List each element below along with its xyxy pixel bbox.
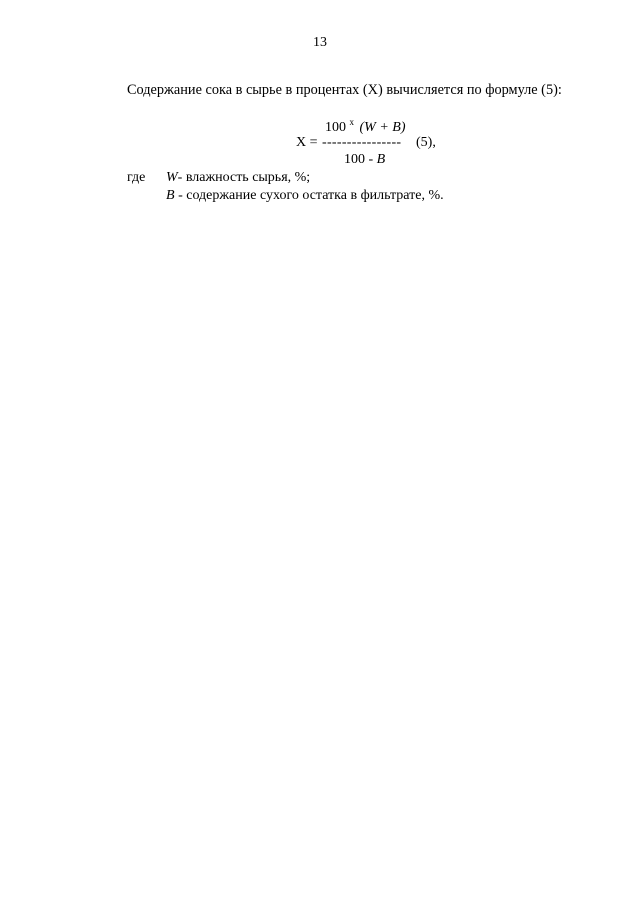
numerator-coefficient: 100 xyxy=(325,120,346,135)
formula-5 xyxy=(282,117,482,172)
page-number: 13 xyxy=(313,35,327,50)
definition-b xyxy=(166,188,444,204)
denominator-text: 100 - xyxy=(344,152,374,167)
intro-paragraph: Содержание сока в сырье в процентах (X) вычисляется по формуле (5): xyxy=(127,82,562,98)
denominator-variable: B xyxy=(376,152,386,167)
definition-text: - влажность сырья, %; xyxy=(177,170,311,185)
definition-w xyxy=(166,170,310,186)
fraction-bar: ---------------- xyxy=(322,135,402,150)
formula-denominator xyxy=(344,152,385,168)
equation-number: (5), xyxy=(416,135,436,150)
numerator-expression: (W + B) xyxy=(359,120,406,135)
where-label: где xyxy=(127,170,146,185)
definition-text: - содержание сухого остатка в фильтрате, %. xyxy=(174,188,444,203)
formula-numerator xyxy=(325,117,406,136)
definition-symbol: W xyxy=(166,170,178,185)
formula-lhs: X = xyxy=(296,135,318,150)
multiplication-sign: x xyxy=(349,117,354,127)
definition-symbol: B xyxy=(166,188,175,203)
